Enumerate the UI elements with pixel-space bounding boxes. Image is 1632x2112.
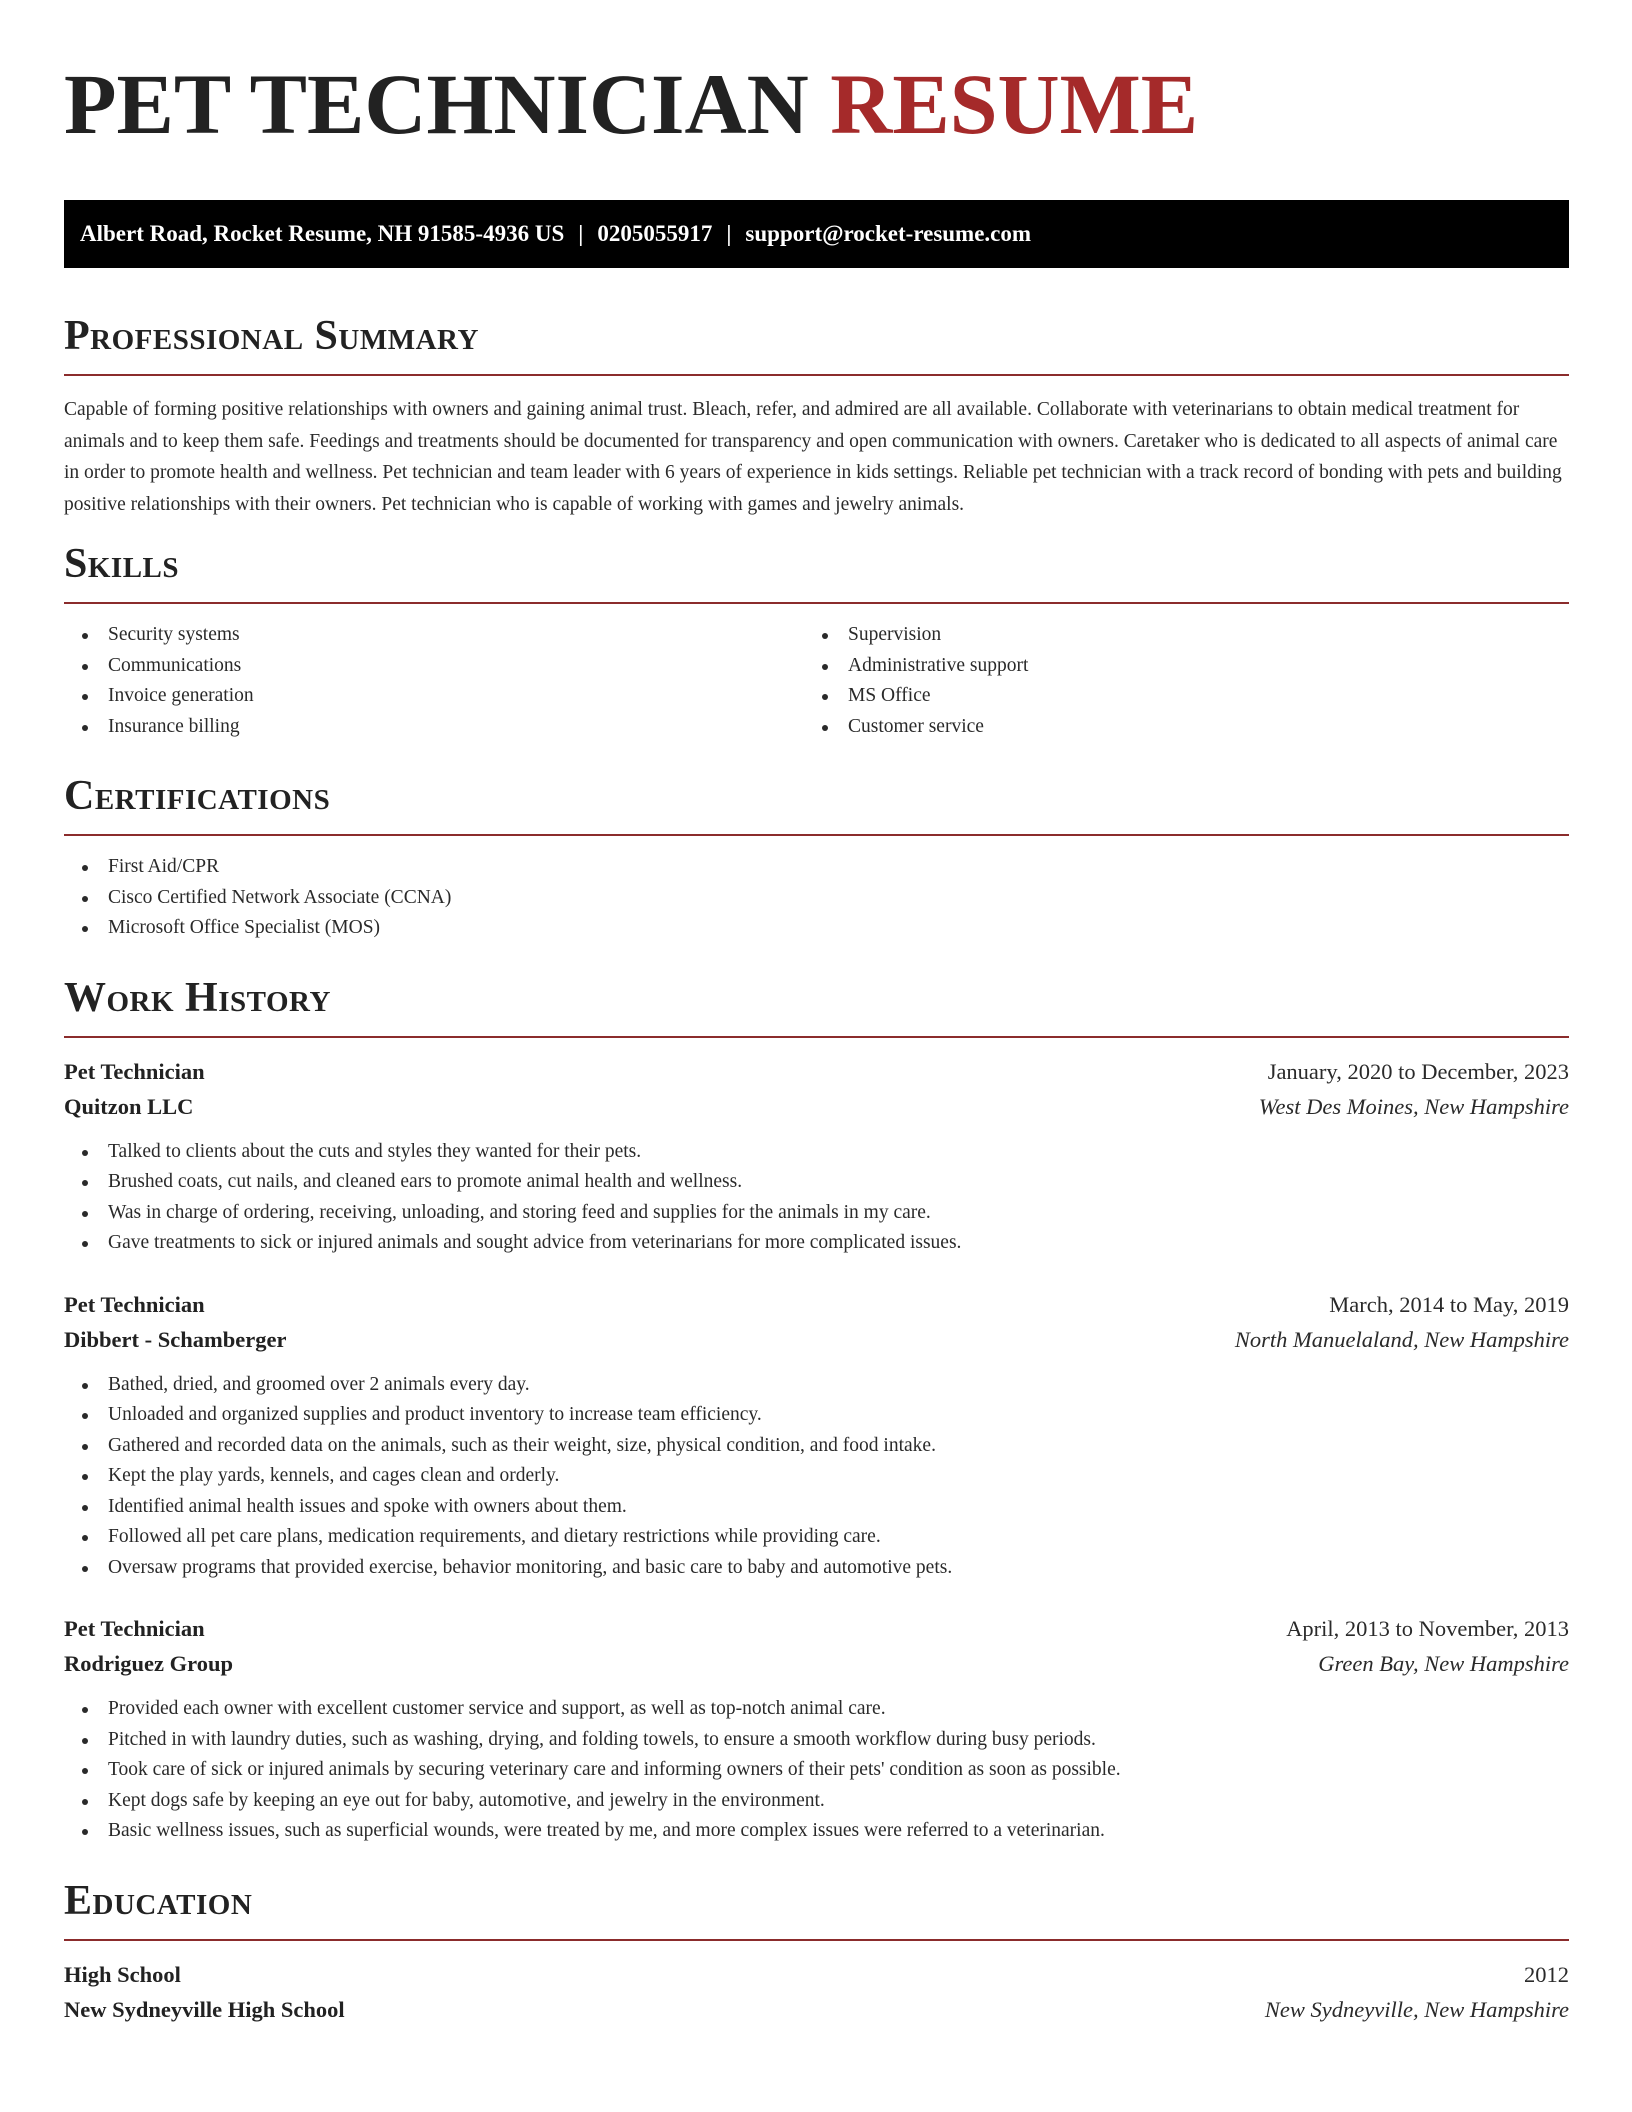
job-duty-item: Was in charge of ordering, receiving, unloading, and storing feed and supplies for the animals in my care. <box>64 1198 1569 1229</box>
work-history-section <box>64 974 1569 1847</box>
job-header-row <box>64 1611 1569 1646</box>
section-divider <box>64 602 1569 604</box>
contact-phone[interactable]: 0205055917 <box>597 221 713 246</box>
job-company-row <box>64 1089 1569 1124</box>
job-duty-item: Gave treatments to sick or injured animals and sought advice from veterinarians for more complicated issues. <box>64 1228 1569 1259</box>
contact-email[interactable]: support@rocket-resume.com <box>745 221 1032 246</box>
job-duties-list <box>64 1137 1569 1259</box>
contact-separator: | <box>726 221 732 246</box>
education-entry <box>64 1957 1569 2027</box>
section-title: Skills <box>64 541 180 587</box>
job-title: Pet Technician <box>64 1058 205 1084</box>
job-header-row <box>64 1287 1569 1322</box>
job-location: West Des Moines, New Hampshire <box>1258 1093 1569 1119</box>
skill-item: Invoice generation <box>64 681 804 712</box>
job-duty-item: Talked to clients about the cuts and styles they wanted for their pets. <box>64 1137 1569 1168</box>
section-title: Work History <box>64 974 331 1021</box>
contact-address: Albert Road, Rocket Resume, NH 91585-4936 US <box>80 221 565 246</box>
education-degree: High School <box>64 1961 181 1987</box>
job-duties-list <box>64 1370 1569 1584</box>
job-entry <box>64 1611 1569 1847</box>
job-duty-item: Unloaded and organized supplies and product inventory to increase team efficiency. <box>64 1400 1569 1431</box>
contact-separator: | <box>578 221 584 246</box>
job-duty-item: Bathed, dried, and groomed over 2 animals every day. <box>64 1370 1569 1401</box>
job-title: Pet Technician <box>64 1616 205 1641</box>
job-company: Rodriguez Group <box>64 1651 233 1676</box>
job-duty-item: Brushed coats, cut nails, and cleaned ears to promote animal health and wellness. <box>64 1167 1569 1198</box>
education-year: 2012 <box>1524 1961 1569 1987</box>
skill-item: MS Office <box>804 681 1544 712</box>
section-title: Education <box>64 1877 253 1924</box>
job-entry <box>64 1287 1569 1584</box>
education-school-row <box>64 1992 1569 2027</box>
job-duty-item: Basic wellness issues, such as superficial wounds, were treated by me, and more complex issues were referred to a veterinarian. <box>64 1816 1569 1847</box>
skill-item: Insurance billing <box>64 712 804 743</box>
skills-grid <box>64 620 1569 742</box>
job-location: Green Bay, New Hampshire <box>1318 1651 1569 1676</box>
job-duty-item: Kept dogs safe by keeping an eye out for baby, automotive, and jewelry in the environment. <box>64 1786 1569 1817</box>
job-duty-item: Kept the play yards, kennels, and cages clean and orderly. <box>64 1461 1569 1492</box>
job-entry <box>64 1054 1569 1259</box>
skill-item: Communications <box>64 651 804 682</box>
job-company-row <box>64 1646 1569 1681</box>
skill-item: Supervision <box>804 620 1544 651</box>
job-duty-item: Took care of sick or injured animals by securing veterinary care and informing owners of their pets' condition as soon as possible. <box>64 1755 1569 1786</box>
job-duty-item: Identified animal health issues and spoke with owners about them. <box>64 1492 1569 1523</box>
section-title: Certifications <box>64 773 331 819</box>
education-section <box>64 1877 1569 2027</box>
title-main: PET TECHNICIAN <box>64 56 809 152</box>
section-divider <box>64 1036 1569 1038</box>
certifications-list <box>64 852 1569 944</box>
summary-text: Capable of forming positive relationships with owners and gaining animal trust. Bleach, refer, and admired are all available. Collaborate with veterinarians to obtain medical treatment for animals and to keep them safe. Feedings and treatments should be documented for transparency and open communication with owners. Caretaker who is dedicated to all aspects of animal care in order to promote health and wellness. Pet technician and team leader with 6 years of experience in kids settings. Reliable pet technician with a track record of bonding with pets and building positive relationships with their owners. Pet technician who is capable of working with games and jewelry animals. <box>64 399 1562 515</box>
skills-list-left <box>64 620 804 742</box>
section-title: Professional Summary <box>64 313 479 359</box>
resume-title <box>64 58 1569 158</box>
job-dates: April, 2013 to November, 2013 <box>1286 1616 1569 1641</box>
certifications-section <box>64 772 1569 944</box>
certification-item: Microsoft Office Specialist (MOS) <box>64 913 1569 944</box>
job-dates: March, 2014 to May, 2019 <box>1329 1291 1569 1317</box>
skill-item: Customer service <box>804 712 1544 743</box>
certification-item: First Aid/CPR <box>64 852 1569 883</box>
job-duties-list <box>64 1694 1569 1847</box>
job-duty-item: Gathered and recorded data on the animals, such as their weight, size, physical condition, and food intake. <box>64 1431 1569 1462</box>
title-accent: RESUME <box>830 56 1199 152</box>
job-dates: January, 2020 to December, 2023 <box>1267 1058 1569 1084</box>
job-duty-item: Followed all pet care plans, medication requirements, and dietary restrictions while providing care. <box>64 1522 1569 1553</box>
education-header-row <box>64 1957 1569 1992</box>
certification-item: Cisco Certified Network Associate (CCNA) <box>64 883 1569 914</box>
education-location: New Sydneyville, New Hampshire <box>1264 1996 1569 2022</box>
section-divider <box>64 374 1569 376</box>
skills-list-right <box>804 620 1544 742</box>
skill-item: Administrative support <box>804 651 1544 682</box>
job-duty-item: Pitched in with laundry duties, such as washing, drying, and folding towels, to ensure a smooth workflow during busy periods. <box>64 1725 1569 1756</box>
skills-section <box>64 540 1569 742</box>
job-header-row <box>64 1054 1569 1089</box>
section-divider <box>64 834 1569 836</box>
job-company-row <box>64 1322 1569 1357</box>
job-company: Dibbert - Schamberger <box>64 1326 287 1352</box>
summary-section <box>64 312 1569 520</box>
job-company: Quitzon LLC <box>64 1093 194 1119</box>
education-school: New Sydneyville High School <box>64 1996 345 2022</box>
job-duty-item: Oversaw programs that provided exercise, behavior monitoring, and basic care to baby and automotive pets. <box>64 1553 1569 1584</box>
contact-bar <box>64 200 1569 268</box>
skill-item: Security systems <box>64 620 804 651</box>
job-duty-item: Provided each owner with excellent customer service and support, as well as top-notch animal care. <box>64 1694 1569 1725</box>
section-divider <box>64 1939 1569 1941</box>
job-location: North Manuelaland, New Hampshire <box>1234 1326 1569 1352</box>
job-title: Pet Technician <box>64 1291 205 1317</box>
